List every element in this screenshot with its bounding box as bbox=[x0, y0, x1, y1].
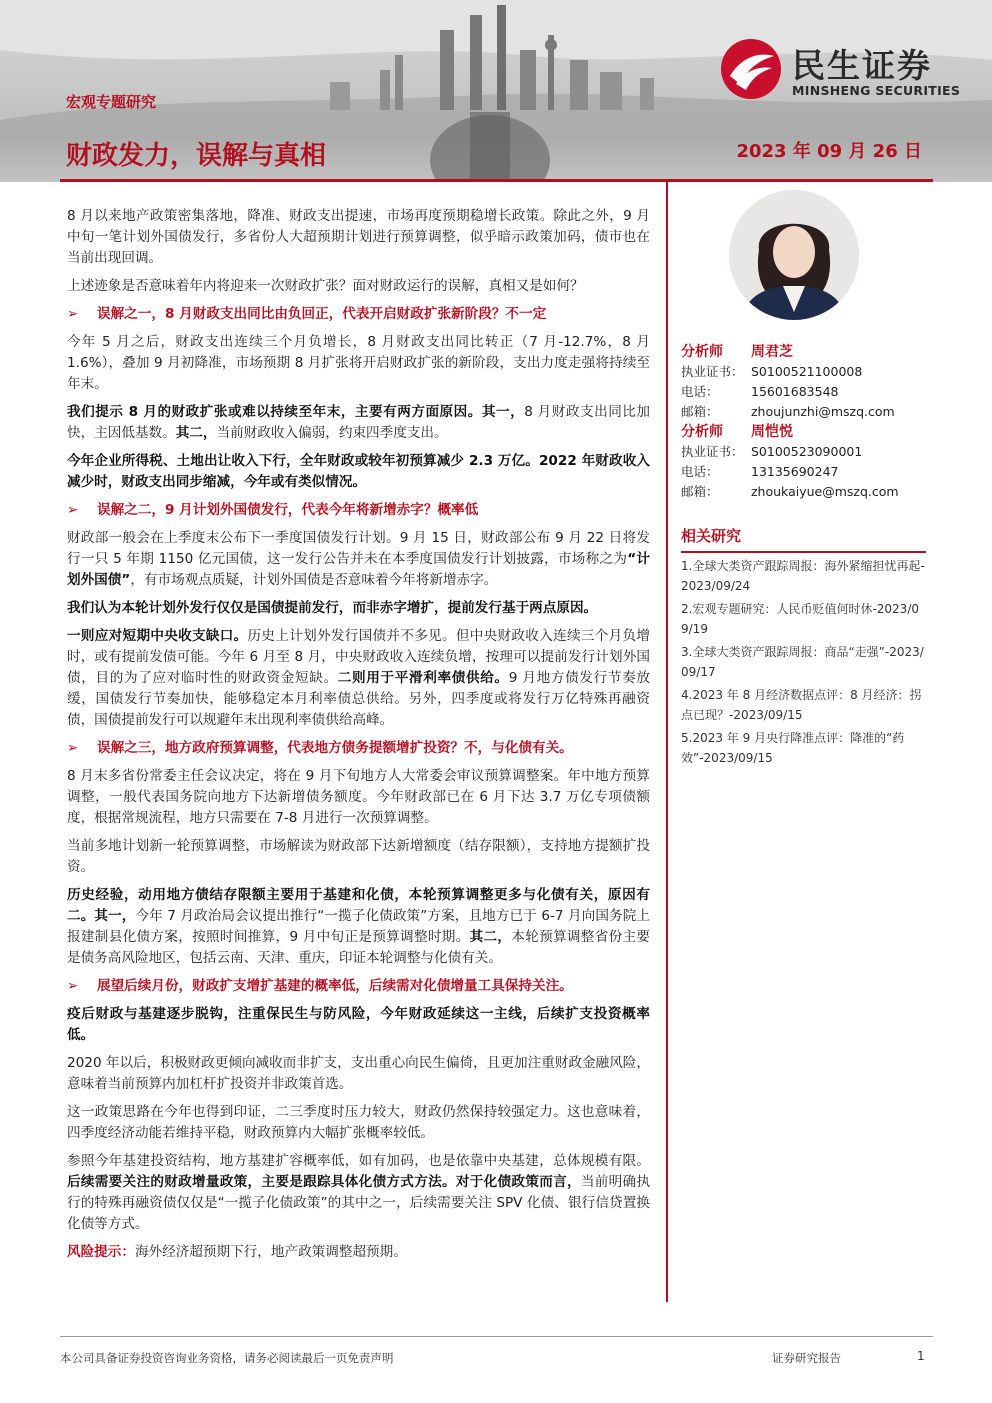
paragraph: 财政部一般会在上季度末公布下一季度国债发行计划。9 月 15 日，财政部公布 9 月 22 日将发行一只 5 年期 1150 亿元国债，这一发行公告并未在本季度国债发行计划披露，市场称之为“计划外国债”，有市场观点质疑，计划外国债是否意味着今年将新增赤字。 bbox=[67, 530, 651, 588]
analyst-card bbox=[681, 342, 933, 422]
cert-number: S0100523090001 bbox=[751, 444, 863, 459]
paragraph: 一则应对短期中央收支缺口。历史上计划外发行国债并不多见。但中央财政收入连续三个月负增时，或有提前发债可能。今年 6 月至 8 月，中央财政收入连续负增，按理可以提前发行计划外国债，目的为了应对临时性的财政资金短缺。二则用于平滑利率债供给。9 月地方债发行节奏放缓，国债发行节奏加快，能够稳定本月利率债总供给。另外，四季度或将发行万亿特殊再融资债，国债提前发行可以规避年末出现利率债供给高峰。 bbox=[67, 628, 651, 728]
paragraph: 这一政策思路在今年也得到印证，二三季度时压力较大，财政仍然保持较强定力。这也意味着，四季度经济动能若维持平稳，财政预算内大幅扩张概率较低。 bbox=[67, 1104, 650, 1141]
section-heading-2: ➢ 误解之二，9 月计划外国债发行，代表今年将新增赤字？概率低 bbox=[67, 500, 650, 521]
paragraph: 8 月末多省份常委主任会议决定，将在 9 月下旬地方人大常委会审议预算调整案。年中地方预算调整，一般代表国务院向地方下达新增债务额度。今年财政部已在 6 月下达 3.7 万亿专项债额度，根据常规流程，地方只需要在 7-8 月进行一次预算调整。 bbox=[67, 768, 650, 826]
paragraph-bold: 我们认为本轮计划外发行仅仅是国债提前发行，而非赤字增扩，提前发行基于两点原因。 bbox=[67, 600, 598, 616]
arrow-bullet-icon: ➢ bbox=[67, 740, 79, 756]
arrow-bullet-icon: ➢ bbox=[67, 306, 79, 322]
section-heading-4: ➢ 展望后续月份，财政扩支增扩基建的概率低，后续需对化债增量工具保持关注。 bbox=[67, 976, 650, 997]
analyst-name: 周恺悦 bbox=[751, 424, 793, 440]
report-type: 宏观专题研究 bbox=[66, 93, 157, 111]
phone-label: 电话： bbox=[681, 464, 719, 479]
related-research-title: 相关研究 bbox=[681, 525, 926, 553]
header-banner bbox=[0, 0, 992, 182]
intro-question: 上述迹象是否意味着年内将迎来一次财政扩张？面对财政运行的误解，真相又是如何？ bbox=[67, 278, 584, 294]
footer-divider bbox=[60, 1336, 933, 1337]
risk-warning: 风险提示：海外经济超预期下行，地产政策调整超预期。 bbox=[67, 1244, 407, 1260]
section-heading-1: ➢ 误解之一，8 月财政支出同比由负回正，代表开启财政扩张新阶段？不一定 bbox=[67, 304, 650, 325]
related-research-item[interactable]: 2.宏观专题研究：人民币贬值何时休-2023/09/19 bbox=[681, 602, 919, 636]
paragraph: 当前多地计划新一轮预算调整，市场解读为财政部下达新增额度（结存限额），支持地方提额扩投资。 bbox=[67, 838, 650, 875]
analyst-list bbox=[681, 342, 933, 502]
column-divider bbox=[666, 182, 668, 1302]
page-number: 1 bbox=[917, 1349, 925, 1363]
intro-paragraph: 8 月以来地产政策密集落地，降准、财政支出提速，市场再度预期稳增长政策。除此之外，9 月中旬一笔计划外国债发行，多省份人大超预期计划进行预算调整，似乎暗示政策加码，债市也在当前出现回调。 bbox=[67, 208, 650, 266]
paragraph-bold: 疫后财政与基建逐步脱钩，注重保民生与防风险，今年财政延续这一主线，后续扩支投资概率低。 bbox=[67, 1006, 650, 1043]
cert-label: 执业证书： bbox=[681, 364, 744, 379]
paragraph-bold: 今年企业所得税、土地出让收入下行，全年财政或较年初预算减少 2.3 万亿。2022 年财政收入减少时，财政支出同步缩减，今年或有类似情况。 bbox=[67, 453, 650, 490]
footer-report-label: 证券研究报告 bbox=[772, 1351, 841, 1365]
header-divider bbox=[60, 179, 933, 182]
logo-chinese-name: 民生证券 bbox=[792, 46, 932, 85]
main-content bbox=[67, 206, 650, 1270]
section-heading-3: ➢ 误解之三，地方政府预算调整，代表地方债务提额增扩投资？不，与化债有关。 bbox=[67, 738, 650, 759]
arrow-bullet-icon: ➢ bbox=[67, 978, 79, 994]
paragraph: 参照今年基建投资结构，地方基建扩容概率低，如有加码，也是依靠中央基建，总体规模有限。后续需要关注的财政增量政策，主要是跟踪具体化债方式方法。对于化债政策而言，当前明确执行的特殊再融资债仅仅是“一揽子化债政策”的其中之一，后续需要关注 SPV 化债、银行信贷置换化债等方式。 bbox=[67, 1153, 651, 1232]
paragraph: 我们提示 8 月的财政扩张或难以持续至年末，主要有两方面原因。其一，8 月财政支出同比加快，主因低基数。其二，当前财政收入偏弱，约束四季度支出。 bbox=[67, 404, 650, 441]
arrow-bullet-icon: ➢ bbox=[67, 502, 79, 518]
related-research-item[interactable]: 4.2023 年 8 月经济数据点评：8 月经济：拐点已现？-2023/09/15 bbox=[681, 688, 922, 722]
analyst-name: 周君芝 bbox=[751, 344, 793, 360]
analyst-photo bbox=[729, 190, 859, 320]
email-label: 邮箱： bbox=[681, 404, 719, 419]
logo-english-name: MINSHENG SECURITIES bbox=[792, 83, 961, 98]
minsheng-logo bbox=[720, 38, 970, 100]
related-research bbox=[681, 525, 933, 768]
phone-number: 13135690247 bbox=[751, 464, 839, 479]
report-date: 2023 年 09 月 26 日 bbox=[736, 141, 922, 162]
paragraph: 2020 年以后，积极财政更倾向减收而非扩支，支出重心向民生偏倚，且更加注重财政金融风险，意味着当前预算内加杠杆扩投资并非政策首选。 bbox=[67, 1055, 650, 1092]
analyst-role: 分析师 bbox=[681, 424, 723, 440]
footer-disclaimer: 本公司具备证券投资咨询业务资格，请务必阅读最后一页免责声明 bbox=[60, 1351, 394, 1365]
email-link[interactable]: zhoujunzhi@mszq.com bbox=[751, 404, 895, 419]
analyst-portrait-image bbox=[729, 190, 859, 320]
paragraph: 历史经验，动用地方债结存限额主要用于基建和化债，本轮预算调整更多与化债有关，原因有二。其一，今年 7 月政治局会议提出推行“一揽子化债政策”方案，且地方已于 6-7 月向国务院上报建制县化债方案，按照时间推算，9 月中旬正是预算调整时期。其二，本轮预算调整省份主要是债务高风险地区，包括云南、天津、重庆，印证本轮调整与化债有关。 bbox=[67, 887, 651, 966]
phone-label: 电话： bbox=[681, 384, 719, 399]
related-research-item[interactable]: 3.全球大类资产跟踪周报：商品“走强”-2023/09/17 bbox=[681, 645, 924, 679]
phone-number: 15601683548 bbox=[751, 384, 839, 399]
analyst-card bbox=[681, 422, 933, 502]
analyst-role: 分析师 bbox=[681, 344, 723, 360]
cert-label: 执业证书： bbox=[681, 444, 744, 459]
minsheng-logo-icon bbox=[720, 38, 782, 100]
report-title: 财政发力，误解与真相 bbox=[66, 141, 327, 171]
related-research-item[interactable]: 5.2023 年 9 月央行降准点评：降准的“药效”-2023/09/15 bbox=[681, 731, 905, 765]
email-label: 邮箱： bbox=[681, 484, 719, 499]
cert-number: S0100521100008 bbox=[751, 364, 863, 379]
email-link[interactable]: zhoukaiyue@mszq.com bbox=[751, 484, 899, 499]
paragraph: 今年 5 月之后，财政支出连续三个月负增长，8 月财政支出同比转正（7 月-12.7%，8 月 1.6%），叠加 9 月初降准，市场预期 8 月扩张将开启财政扩张的新阶段，支出力度走强将持续至年末。 bbox=[67, 334, 650, 392]
related-research-item[interactable]: 1.全球大类资产跟踪周报：海外紧缩担忧再起-2023/09/24 bbox=[681, 559, 925, 593]
